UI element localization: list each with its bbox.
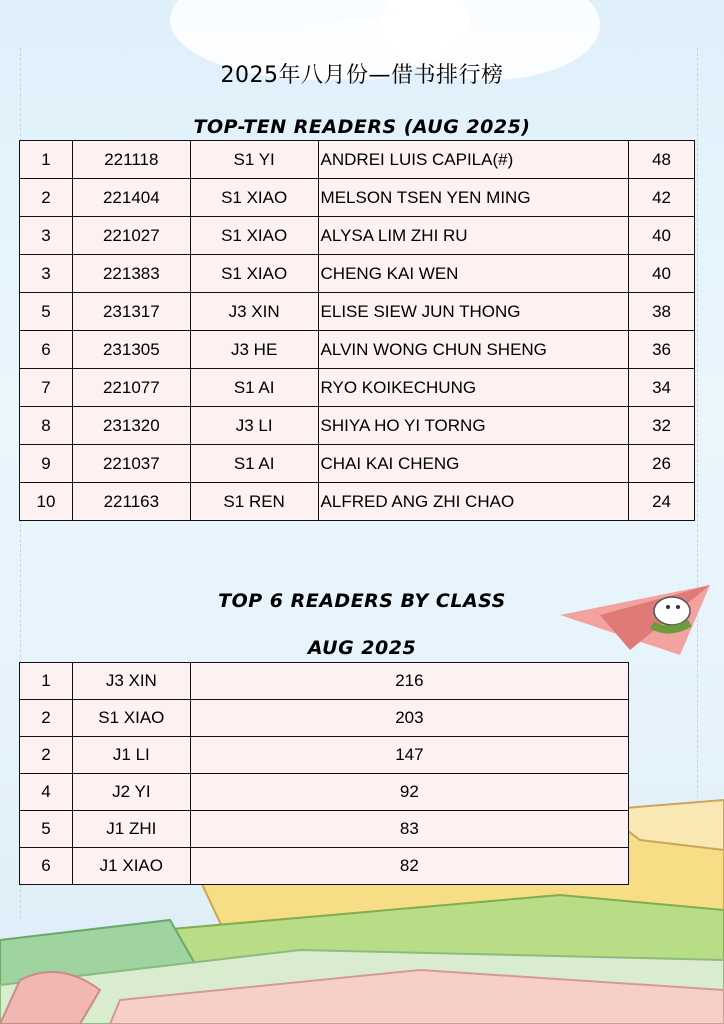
student-name-cell: ALYSA LIM ZHI RU	[318, 217, 629, 255]
rank-cell: 6	[20, 331, 73, 369]
rank-cell: 8	[20, 407, 73, 445]
book-count-cell: 216	[190, 663, 628, 700]
class-cell: S1 XIAO	[72, 700, 190, 737]
rank-cell: 1	[20, 663, 73, 700]
book-count-cell: 38	[629, 293, 695, 331]
rank-cell: 5	[20, 293, 73, 331]
table-row	[20, 141, 695, 179]
table-row	[20, 483, 695, 521]
class-cell: J1 ZHI	[72, 811, 190, 848]
rank-cell: 7	[20, 369, 73, 407]
class-cell: S1 REN	[190, 483, 318, 521]
student-id-cell: 231305	[72, 331, 190, 369]
class-cell: S1 XIAO	[190, 255, 318, 293]
book-count-cell: 40	[629, 255, 695, 293]
class-cell: J2 YI	[72, 774, 190, 811]
student-name-cell: ANDREI LUIS CAPILA(#)	[318, 141, 629, 179]
class-cell: S1 AI	[190, 445, 318, 483]
class-cell: S1 XIAO	[190, 179, 318, 217]
student-id-cell: 221163	[72, 483, 190, 521]
student-name-cell: RYO KOIKECHUNG	[318, 369, 629, 407]
top-ten-table	[19, 140, 695, 521]
table-row	[20, 369, 695, 407]
table-row	[20, 293, 695, 331]
student-name-cell: SHIYA HO YI TORNG	[318, 407, 629, 445]
class-cell: S1 XIAO	[190, 217, 318, 255]
table-row	[20, 774, 629, 811]
book-count-cell: 24	[629, 483, 695, 521]
class-cell: J3 LI	[190, 407, 318, 445]
rank-cell: 3	[20, 255, 73, 293]
student-id-cell: 221383	[72, 255, 190, 293]
class-cell: S1 AI	[190, 369, 318, 407]
rank-cell: 5	[20, 811, 73, 848]
book-count-cell: 36	[629, 331, 695, 369]
table-row	[20, 217, 695, 255]
book-count-cell: 26	[629, 445, 695, 483]
student-id-cell: 231317	[72, 293, 190, 331]
rank-cell: 6	[20, 848, 73, 885]
class-cell: J3 HE	[190, 331, 318, 369]
class-cell: J1 XIAO	[72, 848, 190, 885]
book-count-cell: 34	[629, 369, 695, 407]
class-cell: S1 YI	[190, 141, 318, 179]
book-count-cell: 42	[629, 179, 695, 217]
rank-cell: 2	[20, 737, 73, 774]
by-class-subheading: AUG 2025	[307, 637, 417, 659]
table-row	[20, 331, 695, 369]
table-row	[20, 737, 629, 774]
student-id-cell: 221404	[72, 179, 190, 217]
book-count-cell: 48	[629, 141, 695, 179]
student-id-cell: 221118	[72, 141, 190, 179]
student-id-cell: 231320	[72, 407, 190, 445]
table-row	[20, 255, 695, 293]
book-count-cell: 82	[190, 848, 628, 885]
top-ten-heading: TOP-TEN READERS (AUG 2025)	[193, 116, 531, 138]
book-count-cell: 40	[629, 217, 695, 255]
student-name-cell: ELISE SIEW JUN THONG	[318, 293, 629, 331]
student-name-cell: ALVIN WONG CHUN SHENG	[318, 331, 629, 369]
book-count-cell: 32	[629, 407, 695, 445]
student-id-cell: 221077	[72, 369, 190, 407]
rank-cell: 1	[20, 141, 73, 179]
class-cell: J1 LI	[72, 737, 190, 774]
table-row	[20, 700, 629, 737]
student-name-cell: MELSON TSEN YEN MING	[318, 179, 629, 217]
by-class-heading: TOP 6 READERS BY CLASS	[218, 590, 506, 612]
rank-cell: 10	[20, 483, 73, 521]
rank-cell: 9	[20, 445, 73, 483]
book-count-cell: 203	[190, 700, 628, 737]
table-row	[20, 663, 629, 700]
rank-cell: 3	[20, 217, 73, 255]
student-name-cell: CHENG KAI WEN	[318, 255, 629, 293]
book-count-cell: 92	[190, 774, 628, 811]
student-id-cell: 221037	[72, 445, 190, 483]
table-row	[20, 848, 629, 885]
class-cell: J3 XIN	[72, 663, 190, 700]
class-cell: J3 XIN	[190, 293, 318, 331]
table-row	[20, 407, 695, 445]
student-name-cell: CHAI KAI CHENG	[318, 445, 629, 483]
by-class-table	[19, 662, 629, 885]
page-title: 2025年八月份—借书排行榜	[220, 63, 504, 88]
student-name-cell: ALFRED ANG ZHI CHAO	[318, 483, 629, 521]
rank-cell: 2	[20, 700, 73, 737]
book-count-cell: 83	[190, 811, 628, 848]
table-row	[20, 811, 629, 848]
rank-cell: 2	[20, 179, 73, 217]
book-count-cell: 147	[190, 737, 628, 774]
student-id-cell: 221027	[72, 217, 190, 255]
table-row	[20, 179, 695, 217]
rank-cell: 4	[20, 774, 73, 811]
table-row	[20, 445, 695, 483]
